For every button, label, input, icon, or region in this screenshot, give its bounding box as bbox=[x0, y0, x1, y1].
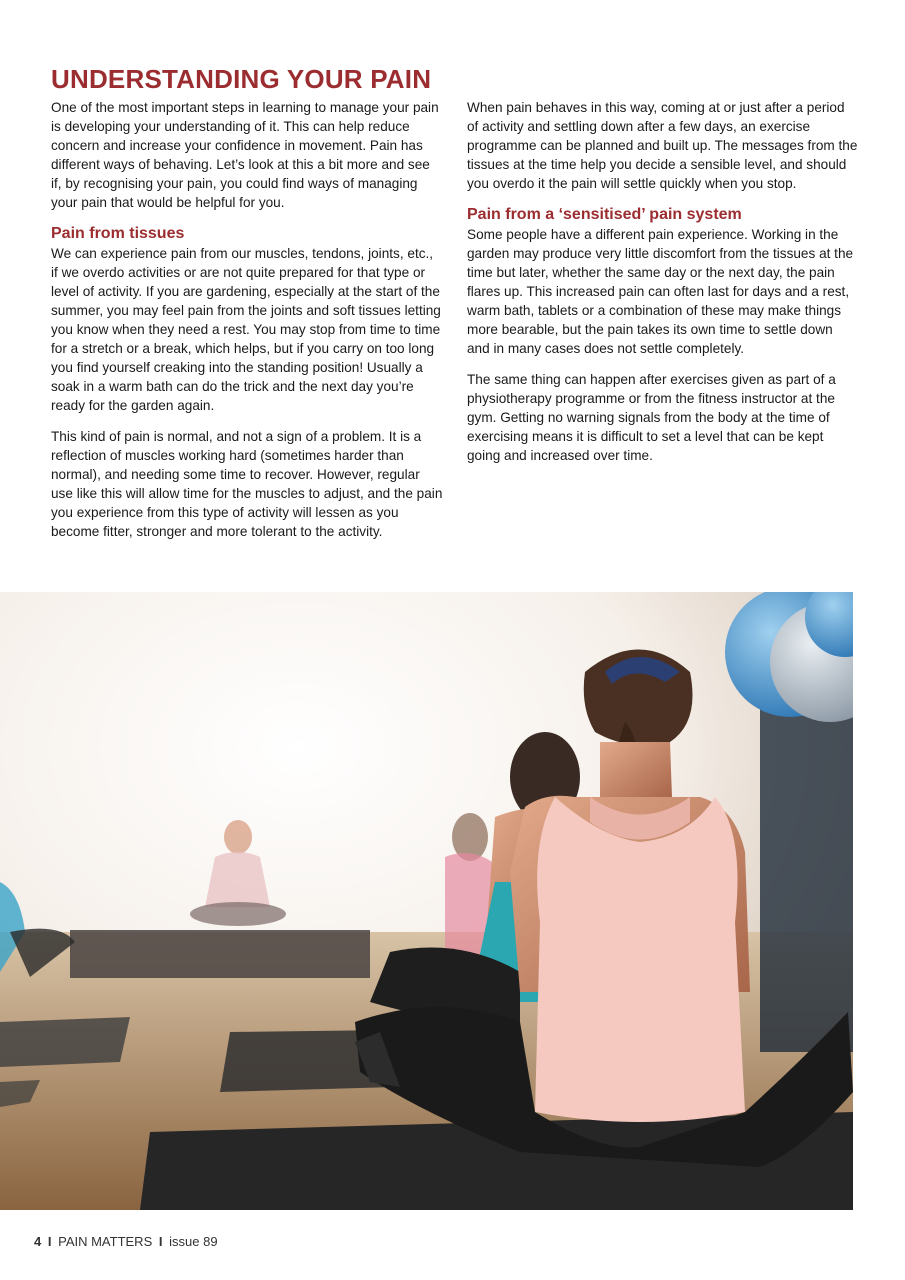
left-column bbox=[51, 98, 443, 553]
woman-tank-top bbox=[535, 797, 745, 1122]
sensitised-paragraph-1: Some people have a different pain experience. Working in the garden may produce very little discomfort from the tissues at the time but later, whether the same day or the next day, the pain flares up. This increased pain can often last for days and a rest, warm bath, tablets or a combination of these may make things more bearable, but the pain takes its own time to settle down and in many cases does not settle completely. bbox=[467, 227, 854, 356]
footer-separator-2: I bbox=[158, 1234, 163, 1249]
sensitised-paragraph-2: The same thing can happen after exercises given as part of a physiotherapy programme or from the fitness instructor at the gym. Getting no warning signals from the body at the time of exercising means it is difficult to set a level that can be kept going and increased over time. bbox=[467, 372, 836, 463]
right-column bbox=[467, 98, 859, 477]
page-title: UNDERSTANDING YOUR PAIN bbox=[51, 64, 432, 94]
section-heading-sensitised: Pain from a ‘sensitised’ pain system bbox=[467, 206, 742, 223]
page-number: 4 bbox=[34, 1234, 42, 1249]
tissues-paragraph-3: When pain behaves in this way, coming at or just after a period of activity and settling down after a few days, an exercise programme can be planned and built up. The messages from the tissues at the time help you decide a sensible level, and should you overdo it the pain will settle quickly when you stop. bbox=[467, 100, 858, 191]
tissues-paragraph-1: We can experience pain from our muscles, tendons, joints, etc., if we overdo activities or are not quite prepared for that type or level of activity. If you are gardening, especially at the start of the summer, you may feel pain from the joints and soft tissues letting you know when they need a rest. You may stop from time to time for a stretch or a break, which helps, but if you carry on too long you find yourself creaking into the standing position! Usually a soak in a warm bath can do the trick and the next day you’re ready for the garden again. bbox=[51, 246, 441, 413]
yoga-class-photo bbox=[0, 592, 853, 1210]
magazine-name: PAIN MATTERS bbox=[58, 1234, 153, 1249]
intro-paragraph: One of the most important steps in learning to manage your pain is developing your understanding of it. This can help reduce concern and increase your confidence in movement. Pain has different ways of behaving. Let’s look at this a bit more and see if, by recognising your pain, you could find ways of managing your pain that would be helpful for you. bbox=[51, 100, 439, 210]
issue-number: issue 89 bbox=[169, 1234, 218, 1249]
section-heading-tissues: Pain from tissues bbox=[51, 225, 185, 242]
page-footer bbox=[34, 1234, 218, 1249]
tissues-paragraph-2: This kind of pain is normal, and not a sign of a problem. It is a reflection of muscles working hard (sometimes harder than normal), and needing some time to recover. However, regular use like this will allow time for the muscles to adjust, and the pain you experience from this type of activity will lessen as you become fitter, stronger and more tolerant to the activity. bbox=[51, 429, 443, 539]
footer-separator: I bbox=[47, 1234, 52, 1249]
